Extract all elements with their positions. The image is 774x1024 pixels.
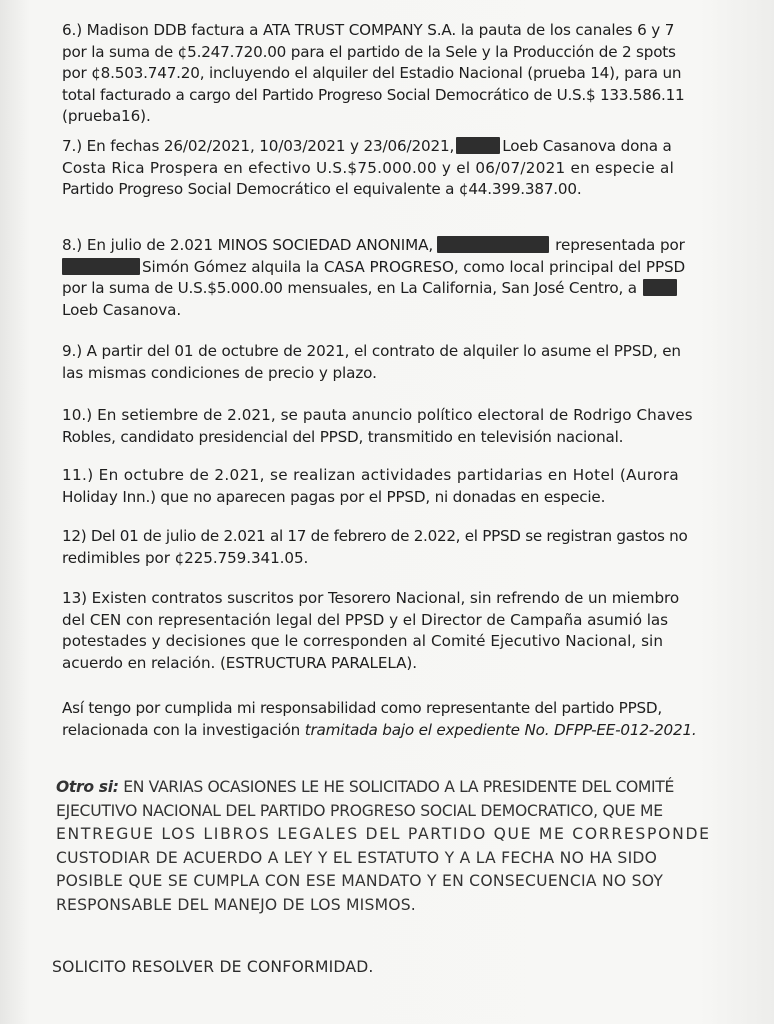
paragraph-9-line-1: 9.) A partir del 01 de octubre de 2021, el contrato de alquiler lo asume el PPSD, en <box>62 342 681 360</box>
paragraph-7-line-2: Costa Rica Prospera en efectivo U.S.$75.000.00 y el 06/07/2021 en especie al <box>62 158 675 177</box>
paragraph-8-line-3 <box>62 278 702 300</box>
otro-si-label: Otro si: <box>56 778 119 796</box>
paragraph-6-line-5: (prueba16). <box>62 107 151 125</box>
paragraph-7-line-1-start: 7.) En fechas 26/02/2021, 10/03/2021 y 23/06/2021, <box>62 137 455 155</box>
paragraph-9-line-2: las mismas condiciones de precio y plazo. <box>62 363 377 382</box>
paragraph-11-line-2: Holiday Inn.) que no aparecen pagas por el PPSD, ni donadas en especie. <box>62 487 606 506</box>
paragraph-13-line-4: acuerdo en relación. (ESTRUCTURA PARALELA). <box>62 653 417 672</box>
paragraph-10 <box>62 405 702 448</box>
paragraph-8-line-1-end: representada por <box>555 236 685 254</box>
paragraph-13-line-2: del CEN con representación legal del PPSD y el Director de Campaña asumió las <box>62 610 669 629</box>
paragraph-7-line-3: Partido Progreso Social Democrático el equivalente a ¢44.399.387.00. <box>62 180 582 198</box>
paragraph-12-line-2: redimibles por ¢225.759.341.05. <box>62 548 309 567</box>
paragraph-8-line-3-text: por la suma de U.S.$5.000.00 mensuales, en La California, San José Centro, a <box>62 279 637 297</box>
responsibility-statement <box>62 698 702 741</box>
statement-line-1: Así tengo por cumplida mi responsabilidad como representante del partido PPSD, <box>62 699 662 717</box>
otro-si-block <box>56 776 716 917</box>
otro-si-line-1-text: EN VARIAS OCASIONES LE HE SOLICITADO A LA PRESIDENTE DEL COMITÉ <box>118 778 674 796</box>
otro-si-line-6: RESPONSABLE DEL MANEJO DE LOS MISMOS. <box>56 895 416 914</box>
redaction-box <box>62 258 140 275</box>
paragraph-10-line-2: Robles, candidato presidencial del PPSD, transmitido en televisión nacional. <box>62 427 624 446</box>
paragraph-10-line-1: 10.) En setiembre de 2.021, se pauta anuncio político electoral de Rodrigo Chaves <box>62 406 693 424</box>
paragraph-8-line-2 <box>62 257 702 279</box>
paragraph-6-line-4: total facturado a cargo del Partido Progreso Social Democrático de U.S.$ 133.586.11 <box>62 85 685 104</box>
statement-line-2 <box>62 720 702 742</box>
paragraph-6-line-2: por la suma de ¢5.247.720.00 para el partido de la Sele y la Producción de 2 spots <box>62 42 676 61</box>
redaction-box <box>643 279 677 296</box>
paragraph-11-line-1: 11.) En octubre de 2.021, se realizan actividades partidarias en Hotel (Aurora <box>62 466 680 484</box>
redaction-box <box>437 236 549 253</box>
otro-si-line-4: CUSTODIAR DE ACUERDO A LEY Y EL ESTATUTO Y A LA FECHA NO HA SIDO <box>56 848 658 867</box>
paragraph-8 <box>62 235 702 321</box>
paragraph-13 <box>62 588 702 674</box>
paragraph-6 <box>62 20 702 128</box>
otro-si-line-1 <box>56 776 716 800</box>
paragraph-7-line-1-end: Loeb Casanova dona a <box>502 137 672 155</box>
expediente-reference: tramitada bajo el expediente No. DFPP-EE-012-2021. <box>304 720 697 739</box>
paragraph-7-line-1 <box>62 136 702 158</box>
paragraph-13-line-3: potestades y decisiones que le corresponden al Comité Ejecutivo Nacional, sin <box>62 632 663 650</box>
otro-si-line-2: EJECUTIVO NACIONAL DEL PARTIDO PROGRESO SOCIAL DEMOCRATICO, QUE ME <box>56 801 663 820</box>
paragraph-8-line-2-text: Simón Gómez alquila la CASA PROGRESO, como local principal del PPSD <box>142 257 686 276</box>
redaction-box <box>456 137 500 154</box>
closing-request: SOLICITO RESOLVER DE CONFORMIDAD. <box>52 958 374 976</box>
paragraph-13-line-1: 13) Existen contratos suscritos por Tesorero Nacional, sin refrendo de un miembro <box>62 589 680 607</box>
otro-si-line-5: POSIBLE QUE SE CUMPLA CON ESE MANDATO Y EN CONSECUENCIA NO SOY <box>56 872 664 890</box>
paragraph-8-line-4: Loeb Casanova. <box>62 300 182 319</box>
statement-line-2-start: relacionada con la investigación <box>62 720 305 739</box>
paragraph-8-line-1 <box>62 235 702 257</box>
paragraph-12 <box>62 526 702 569</box>
paragraph-9 <box>62 341 702 384</box>
paragraph-6-line-3: por ¢8.503.747.20, incluyendo el alquiler del Estadio Nacional (prueba 14), para un <box>62 64 682 82</box>
paragraph-7 <box>62 136 702 201</box>
paragraph-6-line-1: 6.) Madison DDB factura a ATA TRUST COMPANY S.A. la pauta de los canales 6 y 7 <box>62 21 675 39</box>
paragraph-11 <box>62 465 702 508</box>
paragraph-8-line-1-start: 8.) En julio de 2.021 MINOS SOCIEDAD ANONIMA, <box>62 236 434 254</box>
paragraph-12-line-1: 12) Del 01 de julio de 2.021 al 17 de febrero de 2.022, el PPSD se registran gastos no <box>62 527 688 545</box>
otro-si-line-3: ENTREGUE LOS LIBROS LEGALES DEL PARTIDO QUE ME CORRESPONDE <box>56 825 711 843</box>
